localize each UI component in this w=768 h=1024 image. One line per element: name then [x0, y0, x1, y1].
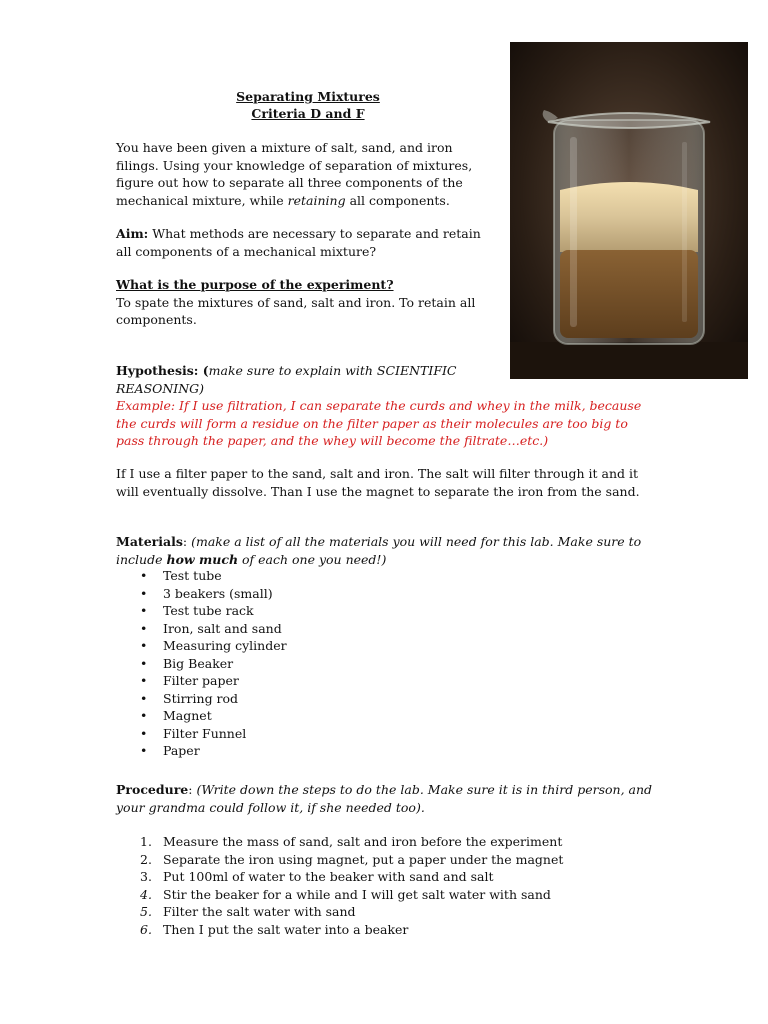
purpose-section	[116, 276, 496, 329]
materials-heading	[116, 533, 656, 568]
title-block	[116, 88, 500, 122]
bench-surface	[510, 342, 748, 379]
procedure-colon: :	[188, 782, 193, 797]
page-subtitle: Criteria D and F	[251, 106, 365, 121]
materials-item: • Stirring rod	[116, 690, 656, 708]
materials-item: • Filter paper	[116, 672, 656, 690]
materials-colon: :	[182, 534, 188, 549]
materials-item: • 3 beakers (small)	[116, 585, 656, 603]
materials-label: Materials	[116, 534, 183, 549]
materials-item: • Paper	[116, 742, 656, 760]
beaker-photo	[510, 42, 748, 379]
aim-label: Aim:	[116, 226, 149, 241]
procedure-step-number: 3.	[140, 869, 152, 884]
materials-item: • Test tube rack	[116, 602, 656, 620]
procedure-step-number: 5.	[140, 904, 152, 919]
hypothesis-heading	[116, 362, 496, 397]
glass-highlight	[570, 137, 577, 327]
sand-layer	[560, 250, 698, 338]
procedure-step	[116, 868, 656, 886]
materials-list-wrap	[116, 567, 656, 760]
procedure-step-text: Then I put the salt water into a beaker	[163, 921, 409, 937]
page-title: Separating Mixtures	[236, 89, 380, 104]
procedure-step-text: Stir the beaker for a while and I will get salt water with sand	[163, 886, 551, 902]
materials-item: • Test tube	[116, 567, 656, 585]
materials-item: • Iron, salt and sand	[116, 620, 656, 638]
procedure-step	[116, 833, 656, 851]
hypothesis-instruction: make sure to explain with SCIENTIFIC REASONING)	[116, 363, 457, 396]
materials-item: • Magnet	[116, 707, 656, 725]
hypothesis-label: Hypothesis: (	[116, 363, 209, 378]
materials-instruction-before: (make a list of all the materials you will need for this lab. Make sure to include	[116, 534, 642, 567]
procedure-step-text: Separate the iron using magnet, put a paper under the magnet	[163, 851, 564, 867]
materials-list	[116, 567, 656, 760]
materials-instruction-bold: how much	[166, 551, 239, 567]
procedure-step	[116, 903, 656, 921]
aim-paragraph	[116, 225, 496, 260]
procedure-instruction: (Write down the steps to do the lab. Make sure it is in third person, and your grandma could follow it, if she needed too).	[116, 782, 653, 815]
procedure-step-text: Put 100ml of water to the beaker with sand and salt	[163, 869, 494, 884]
procedure-step	[116, 921, 656, 939]
intro-text-after: all components.	[345, 192, 450, 208]
procedure-step	[116, 886, 656, 904]
salt-layer	[560, 182, 698, 252]
procedure-step-text: Filter the salt water with sand	[163, 904, 356, 919]
procedure-step-number: 4.	[140, 886, 152, 902]
materials-item: • Big Beaker	[116, 655, 656, 673]
aim-text: What methods are necessary to separate and retain all components of a mechanical mixture?	[116, 226, 481, 259]
procedure-steps-wrap	[116, 833, 656, 938]
materials-item: • Measuring cylinder	[116, 637, 656, 655]
materials-instruction-after: of each one you need!)	[238, 551, 387, 567]
purpose-question: What is the purpose of the experiment?	[116, 277, 394, 292]
purpose-answer: To spate the mixtures of sand, salt and iron. To retain all components.	[116, 294, 476, 327]
glass-highlight-right	[682, 142, 687, 322]
intro-paragraph	[116, 139, 496, 209]
procedure-step-text: Measure the mass of sand, salt and iron before the experiment	[163, 834, 563, 849]
materials-item: • Filter Funnel	[116, 725, 656, 743]
procedure-step	[116, 851, 656, 869]
hypothesis-example: Example: If I use filtration, I can separate the curds and whey in the milk, because the curds will form a residue on the filter paper as their molecules are too big to pass through the paper, and the whey will become the filtrate…etc.)	[116, 398, 642, 448]
intro-emphasis: retaining	[287, 192, 346, 208]
procedure-step-number: 1.	[140, 834, 152, 849]
beaker-illustration	[510, 42, 748, 379]
procedure-label: Procedure	[116, 782, 189, 797]
procedure-step-number: 2.	[140, 851, 152, 867]
procedure-step-number: 6.	[140, 921, 152, 937]
procedure-heading	[116, 781, 656, 816]
procedure-steps	[116, 833, 656, 938]
intro-text-before: You have been given a mixture of salt, sand, and iron filings. Using your knowledge of separation of mixtures, figure out how to separate all three components of the mechanical mixture, while	[116, 140, 473, 208]
hypothesis-answer: If I use a filter paper to the sand, salt and iron. The salt will filter through it and it will eventually dissolve. Than I use the magnet to separate the iron from the sand.	[116, 466, 640, 499]
